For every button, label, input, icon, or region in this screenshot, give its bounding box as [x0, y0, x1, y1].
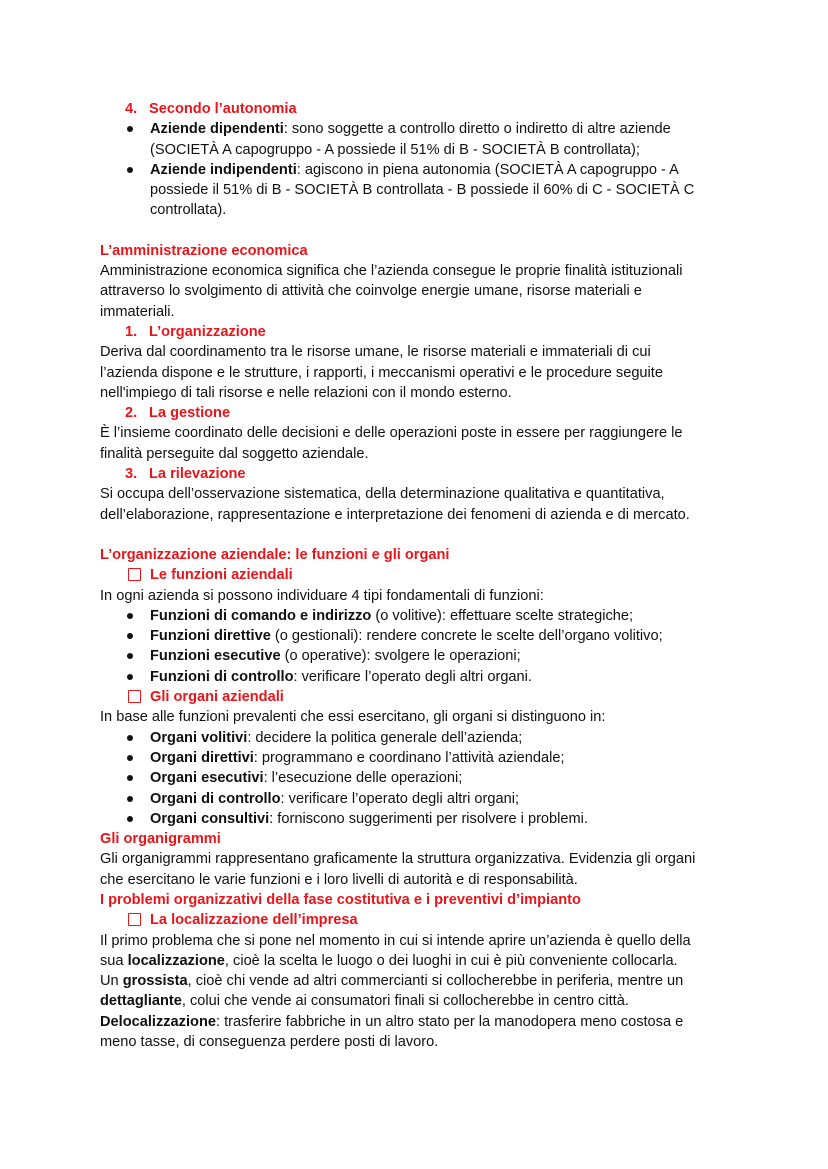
heading-text: Secondo l’autonomia [149, 101, 297, 117]
term: Organi direttivi [150, 749, 254, 766]
heading-text: L’organizzazione [149, 323, 266, 340]
term: Funzioni di comando e indirizzo [150, 607, 372, 624]
paragraph-line: In base alle funzioni prevalenti che essi esercitano, gli organi si distinguono in: [100, 709, 606, 726]
definition: : programmano e coordinano l’attività aziendale; [253, 749, 565, 766]
paragraph-line: finalità perseguite dal soggetto aziendale. [100, 445, 369, 462]
checkbox-icon[interactable] [128, 568, 141, 581]
term: Delocalizzazione [100, 1013, 216, 1030]
term: Organi volitivi [150, 729, 248, 746]
subheading-rilevazione [100, 464, 732, 484]
term: Aziende indipendenti [150, 161, 297, 178]
definition-cont: (SOCIETÀ A capogruppo - A possiede il 51% di B - SOCIETÀ B controllata); [150, 141, 640, 158]
paragraph-line: Il primo problema che si pone nel momento in cui si intende aprire un’azienda è quello della [100, 932, 691, 949]
bullet-icon [127, 755, 133, 761]
list-item [100, 768, 732, 788]
paragraph-line: Deriva dal coordinamento tra le risorse umane, le risorse materiali e immateriali di cui [100, 344, 651, 361]
term: Funzioni direttive [150, 628, 271, 645]
list-item [100, 728, 732, 748]
bullet-icon [127, 816, 133, 822]
heading-number: 2. [125, 405, 138, 422]
bullet-icon [127, 126, 133, 132]
document-page [100, 99, 732, 1052]
paragraph-line [100, 951, 732, 971]
term: Organi consultivi [150, 810, 270, 827]
list-item [100, 646, 732, 666]
definition: (o volitive): effettuare scelte strategiche; [371, 607, 634, 624]
text: Un [100, 973, 123, 990]
heading-text: La gestione [149, 405, 231, 422]
list-item [100, 809, 732, 829]
heading-organizzazione-aziendale: L’organizzazione aziendale: le funzioni e gli organi [100, 546, 450, 563]
term: localizzazione [127, 952, 225, 969]
heading-text: Le funzioni aziendali [150, 567, 293, 584]
list-item [100, 667, 732, 687]
bullet-icon [127, 633, 133, 639]
paragraph-line: attraverso lo svolgimento di attività che coinvolge energie umane, risorse materiali e [100, 283, 642, 300]
bullet-icon [127, 735, 133, 741]
paragraph-line: l’azienda dispone e le strutture, i rapporti, i meccanismi operativi e le procedure seguite [100, 364, 663, 381]
subheading-organizzazione [100, 322, 732, 342]
list-item [100, 626, 732, 646]
bullet-icon [127, 796, 133, 802]
list-item [100, 160, 732, 221]
checkbox-heading-organi [100, 687, 732, 707]
paragraph-line: Gli organigrammi rappresentano graficamente la struttura organizzativa. Evidenzia gli organi [100, 851, 696, 868]
paragraph-line: nell'impiego di tali risorse e nelle relazioni con il mondo esterno. [100, 384, 512, 401]
subheading-gestione [100, 403, 732, 423]
definition: (o operative): svolgere le operazioni; [280, 648, 521, 665]
text: sua [100, 952, 128, 969]
definition-cont: controllata). [150, 202, 227, 219]
definition: : sono soggette a controllo diretto o indiretto di altre aziende [283, 121, 671, 138]
definition: : forniscono suggerimenti per risolvere i problemi. [269, 810, 588, 827]
heading-number: 4. [125, 101, 138, 117]
text: , colui che vende ai consumatori finali si collocherebbe in centro città. [181, 993, 629, 1010]
term: Organi esecutivi [150, 770, 264, 787]
term: Funzioni di controllo [150, 668, 294, 685]
checkbox-icon[interactable] [128, 913, 141, 926]
term: Organi di controllo [150, 790, 281, 807]
paragraph-line: dell’elaborazione, rappresentazione e interpretazione dei fenomeni di azienda e di mercato. [100, 506, 690, 523]
paragraph-line: immateriali. [100, 303, 175, 320]
bullet-icon [127, 653, 133, 659]
heading-number: 1. [125, 323, 138, 340]
list-item [100, 119, 732, 160]
paragraph-line: meno tasse, di conseguenza perdere posti di lavoro. [100, 1034, 439, 1051]
text: , cioè la scelta le luogo o dei luoghi in cui è più conveniente collocarla. [224, 952, 678, 969]
paragraph-line [100, 991, 732, 1011]
definition: : l’esecuzione delle operazioni; [263, 770, 463, 787]
text: , cioè chi vende ad altri commercianti si collocherebbe in periferia, mentre un [187, 973, 684, 990]
bullet-icon [127, 674, 133, 680]
bullet-icon [127, 613, 133, 619]
term: grossista [122, 973, 188, 990]
definition-cont: possiede il 51% di B - SOCIETÀ B controllata - B possiede il 60% di C - SOCIETÀ C [150, 182, 695, 199]
list-item [100, 748, 732, 768]
definition: : verificare l’operato degli altri organi; [280, 790, 520, 807]
list-item [100, 789, 732, 809]
text: : trasferire fabbriche in un altro stato per la manodopera meno costosa e [215, 1013, 684, 1030]
paragraph-line: Si occupa dell’osservazione sistematica, della determinazione qualitativa e quantitativa, [100, 486, 665, 503]
heading-number: 3. [125, 466, 138, 483]
checkbox-heading-funzioni [100, 565, 732, 585]
definition: : verificare l’operato degli altri organi. [293, 668, 532, 685]
bullet-icon [127, 775, 133, 781]
paragraph-line [100, 1012, 732, 1032]
heading-amministrazione-economica: L’amministrazione economica [100, 242, 308, 259]
term: Aziende dipendenti [150, 121, 284, 138]
checkbox-heading-localizzazione [100, 910, 732, 930]
definition: : agiscono in piena autonomia (SOCIETÀ A capogruppo - A [296, 161, 679, 178]
definition: : decidere la politica generale dell’azienda; [247, 729, 523, 746]
paragraph-line: È l’insieme coordinato delle decisioni e delle operazioni poste in essere per raggiungere le [100, 425, 683, 442]
heading-text: Gli organi aziendali [150, 689, 284, 706]
paragraph-line: In ogni azienda si possono individuare 4 tipi fondamentali di funzioni: [100, 587, 544, 604]
list-item [100, 606, 732, 626]
term: Funzioni esecutive [150, 648, 281, 665]
term: dettagliante [100, 993, 182, 1010]
bullet-icon [127, 167, 133, 173]
definition: (o gestionali): rendere concrete le scelte dell’organo volitivo; [270, 628, 663, 645]
paragraph-line: che esercitano le varie funzioni e i loro livelli di autorità e di responsabilità. [100, 871, 578, 888]
heading-secondo-autonomia [100, 99, 732, 119]
paragraph-line [100, 971, 732, 991]
checkbox-icon[interactable] [128, 690, 141, 703]
heading-text: La rilevazione [149, 466, 246, 483]
heading-problemi-organizzativi: I problemi organizzativi della fase costitutiva e i preventivi d’impianto [100, 891, 581, 908]
paragraph-line: Amministrazione economica significa che l’azienda consegue le proprie finalità istituzionali [100, 263, 683, 280]
heading-organigrammi: Gli organigrammi [100, 831, 221, 848]
heading-text: La localizzazione dell’impresa [150, 912, 358, 929]
